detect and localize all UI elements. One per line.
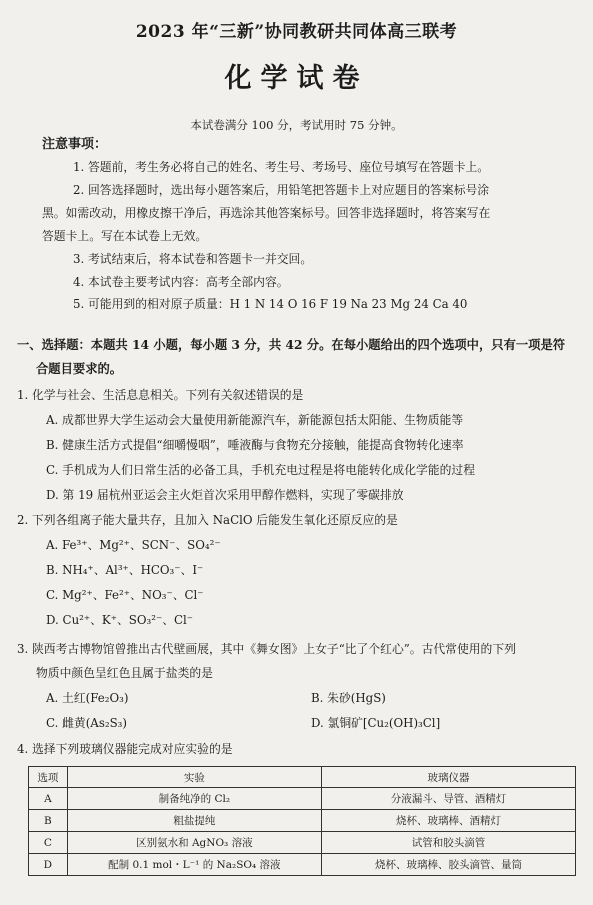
table-row: [29, 810, 576, 832]
table-cell-option: A: [29, 788, 68, 810]
table-header-glassware: 玻璃仪器: [321, 767, 575, 788]
q2-option-a: A. Fe³⁺、Mg²⁺、SCN⁻、SO₄²⁻: [46, 538, 221, 552]
notice-heading: 注意事项：: [42, 137, 108, 152]
q2-stem: 2. 下列各组离子能大量共存，且加入 NaClO 后能发生氧化还原反应的是: [17, 513, 398, 527]
table-cell-glassware: 试管和胶头滴管: [321, 832, 575, 854]
notice-item-3: 3. 考试结束后，将本试卷和答题卡一并交回。: [73, 252, 313, 266]
table-cell-glassware: 烧杯、玻璃棒、酒精灯: [321, 810, 575, 832]
table-cell-experiment: 制备纯净的 Cl₂: [67, 788, 321, 810]
table-header-experiment: 实验: [67, 767, 321, 788]
table-cell-experiment: 区别氨水和 AgNO₃ 溶液: [67, 832, 321, 854]
table-cell-option: B: [29, 810, 68, 832]
notice-item-5: 5. 可能用到的相对原子质量：H 1 N 14 O 16 F 19 Na 23 Mg 24 Ca 40: [73, 297, 468, 311]
q3-option-d: D. 氯铜矿[Cu₂(OH)₃Cl]: [311, 716, 441, 730]
table-cell-experiment: 粗盐提纯: [67, 810, 321, 832]
q1-option-c: C. 手机成为人们日常生活的必备工具，手机充电过程是将电能转化成化学能的过程: [46, 463, 475, 477]
q3-option-b: B. 朱砂(HgS): [311, 691, 386, 705]
q1-option-a: A. 成都世界大学生运动会大量使用新能源汽车，新能源包括太阳能、生物质能等: [46, 413, 464, 427]
notice-item-4: 4. 本试卷主要考试内容：高考全部内容。: [73, 275, 289, 289]
table-cell-glassware: 分液漏斗、导管、酒精灯: [321, 788, 575, 810]
q1-option-b: B. 健康生活方式提倡“细嚼慢咽”，唾液酶与食物充分接触，能提高食物转化速率: [46, 438, 464, 452]
table-row: [29, 832, 576, 854]
q1-stem: 1. 化学与社会、生活息息相关。下列有关叙述错误的是: [17, 388, 304, 402]
q4-table: [28, 766, 576, 876]
exam-info: 本试卷满分 100 分，考试用时 75 分钟。: [190, 118, 403, 132]
notice-item-2-line-2: 黑。如需改动，用橡皮擦干净后，再选涂其他答案标号。回答非选择题时，将答案写在: [42, 206, 491, 220]
table-cell-experiment: 配制 0.1 mol・L⁻¹ 的 Na₂SO₄ 溶液: [67, 854, 321, 876]
subject-title: 化学试卷: [224, 63, 369, 94]
q1-option-d: D. 第 19 届杭州亚运会主火炬首次采用甲醇作燃料，实现了零碳排放: [46, 488, 404, 502]
q3-stem-line-1: 3. 陕西考古博物馆曾推出古代壁画展，其中《舞女图》上女子“比了个红心”。古代常使用的下列: [17, 642, 516, 656]
section-1-heading-line-2: 合题目要求的。: [36, 361, 123, 376]
table-header-option: 选项: [29, 767, 68, 788]
q3-option-c: C. 雌黄(As₂S₃): [46, 716, 128, 730]
table-cell-option: C: [29, 832, 68, 854]
notice-item-2-line-1: 2. 回答选择题时，选出每小题答案后，用铅笔把答题卡上对应题目的答案标号涂: [73, 183, 490, 197]
q2-option-c: C. Mg²⁺、Fe²⁺、NO₃⁻、Cl⁻: [46, 588, 204, 602]
q3-stem-line-2: 物质中颜色呈红色且属于盐类的是: [36, 666, 213, 680]
table-row: [29, 788, 576, 810]
q3-option-a: A. 土红(Fe₂O₃): [46, 691, 129, 705]
exam-title: 2023 年“三新”协同教研共同体高三联考: [135, 22, 458, 42]
q2-option-b: B. NH₄⁺、Al³⁺、HCO₃⁻、I⁻: [46, 563, 204, 577]
q4-stem: 4. 选择下列玻璃仪器能完成对应实验的是: [17, 742, 233, 756]
notice-item-1: 1. 答题前，考生务必将自己的姓名、考生号、考场号、座位号填写在答题卡上。: [73, 160, 490, 174]
table-cell-option: D: [29, 854, 68, 876]
table-row: [29, 854, 576, 876]
table-cell-glassware: 烧杯、玻璃棒、胶头滴管、量筒: [321, 854, 575, 876]
table-header-row: [29, 767, 576, 788]
section-1-heading-line-1: 一、选择题：本题共 14 小题，每小题 3 分，共 42 分。在每小题给出的四个选项中，只有一项是符: [17, 337, 566, 352]
q2-option-d: D. Cu²⁺、K⁺、SO₃²⁻、Cl⁻: [46, 613, 194, 627]
notice-item-2-line-3: 答题卡上。写在本试卷上无效。: [42, 229, 208, 243]
